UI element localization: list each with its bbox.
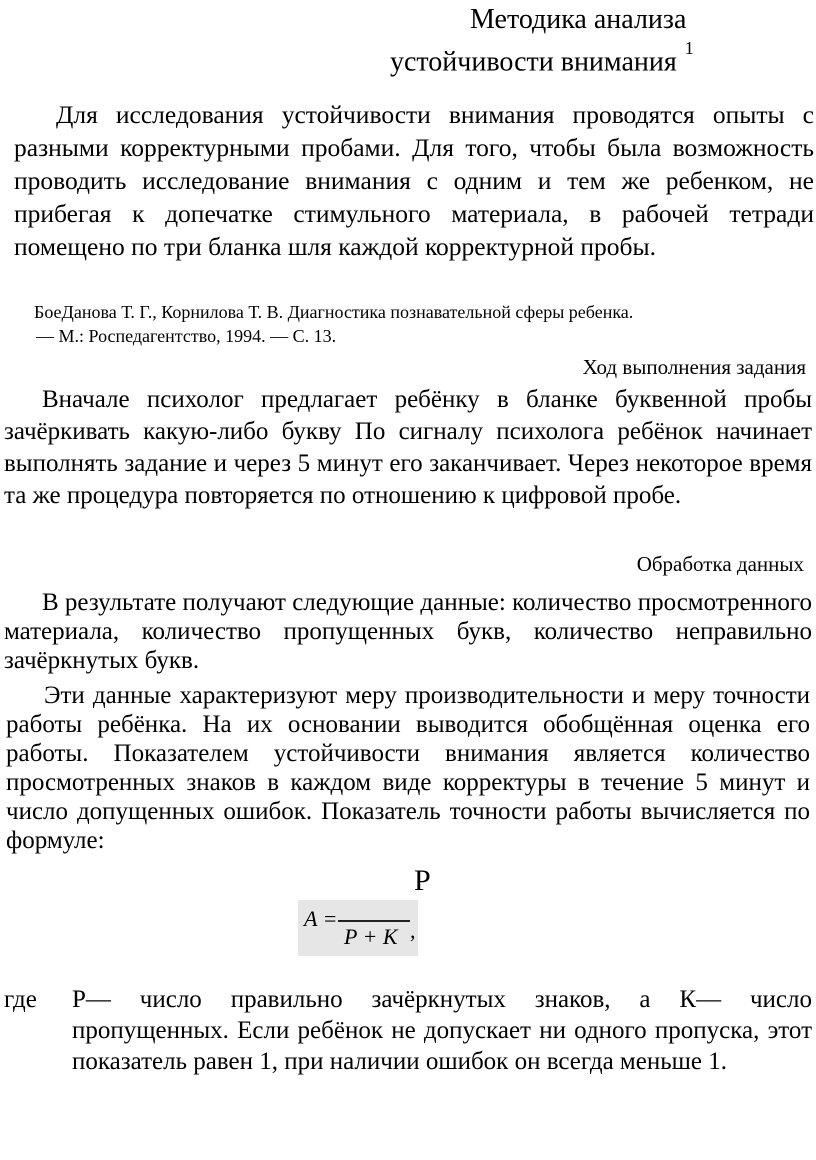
explanation xyxy=(4,984,812,1077)
reference xyxy=(34,300,814,348)
title-line-2 xyxy=(390,38,810,78)
formula-equals: = xyxy=(324,906,337,931)
title-line-1: Методика анализа xyxy=(470,4,687,35)
formula-fraction-bar xyxy=(338,920,410,922)
procedure-paragraph: Вначале психолог предлагает ребёнку в бланке буквенной пробы зачёркивать какую-либо букву По сигналу психолога ребёнок начинает выполнять задание и через 5 минут его заканчивает. Через некоторое время та же процедура повторяется по отношению к цифровой пробе. xyxy=(4,386,812,509)
procedure-heading: Ход выполнения задания xyxy=(582,355,806,379)
processing-paragraph-1: В результате получают следующие данные: количество просмотренного материала, количество пропущенных букв, количество неправильно зачёркнутых букв. xyxy=(4,589,812,674)
title-text: устойчивости внимания xyxy=(390,46,677,78)
explanation-where: где xyxy=(4,986,37,1013)
formula-denominator: P + K xyxy=(344,924,398,949)
footnote-mark: 1 xyxy=(684,38,694,58)
explanation-text: Р— число правильно зачёркнутых знаков, а К— число пропущенных. Если ребёнок не допускает ни одного пропуска, этот показатель равен 1, при наличии ошибок он всегда меньше 1. xyxy=(72,986,812,1075)
processing-heading: Обработка данных xyxy=(636,552,804,576)
formula-comma: , xyxy=(410,918,416,943)
processing-paragraph-2: Эти данные характеризуют меру производительности и меру точности работы ребёнка. На их основании выводится обобщённая оценка его работы. Показателем устойчивости внимания является количество просмотренных знаков в каждом виде корректуры в течение 5 минут и число допущенных ошибок. Показатель точности работы вычисляется по формуле: xyxy=(6,682,810,854)
reference-line-2: — М.: Роспедагентство, 1994. — С. 13. xyxy=(36,326,337,346)
formula-image xyxy=(298,900,418,956)
formula-lhs: A xyxy=(304,906,318,931)
formula-numerator: P xyxy=(414,864,431,897)
reference-line-1: БоеДанова Т. Г., Корнилова Т. В. Диагностика познавательной сферы ребенка. xyxy=(34,302,634,322)
intro-paragraph: Для исследования устойчивости внимания проводятся опыты с разными корректурными пробами. Для того, чтобы была возможность проводить исследование внимания с одним и тем же ребенком, не прибегая к допечатке стимульного материала, в рабочей тетради помещено по три бланка шля каждой корректурной пробы. xyxy=(14,100,814,261)
